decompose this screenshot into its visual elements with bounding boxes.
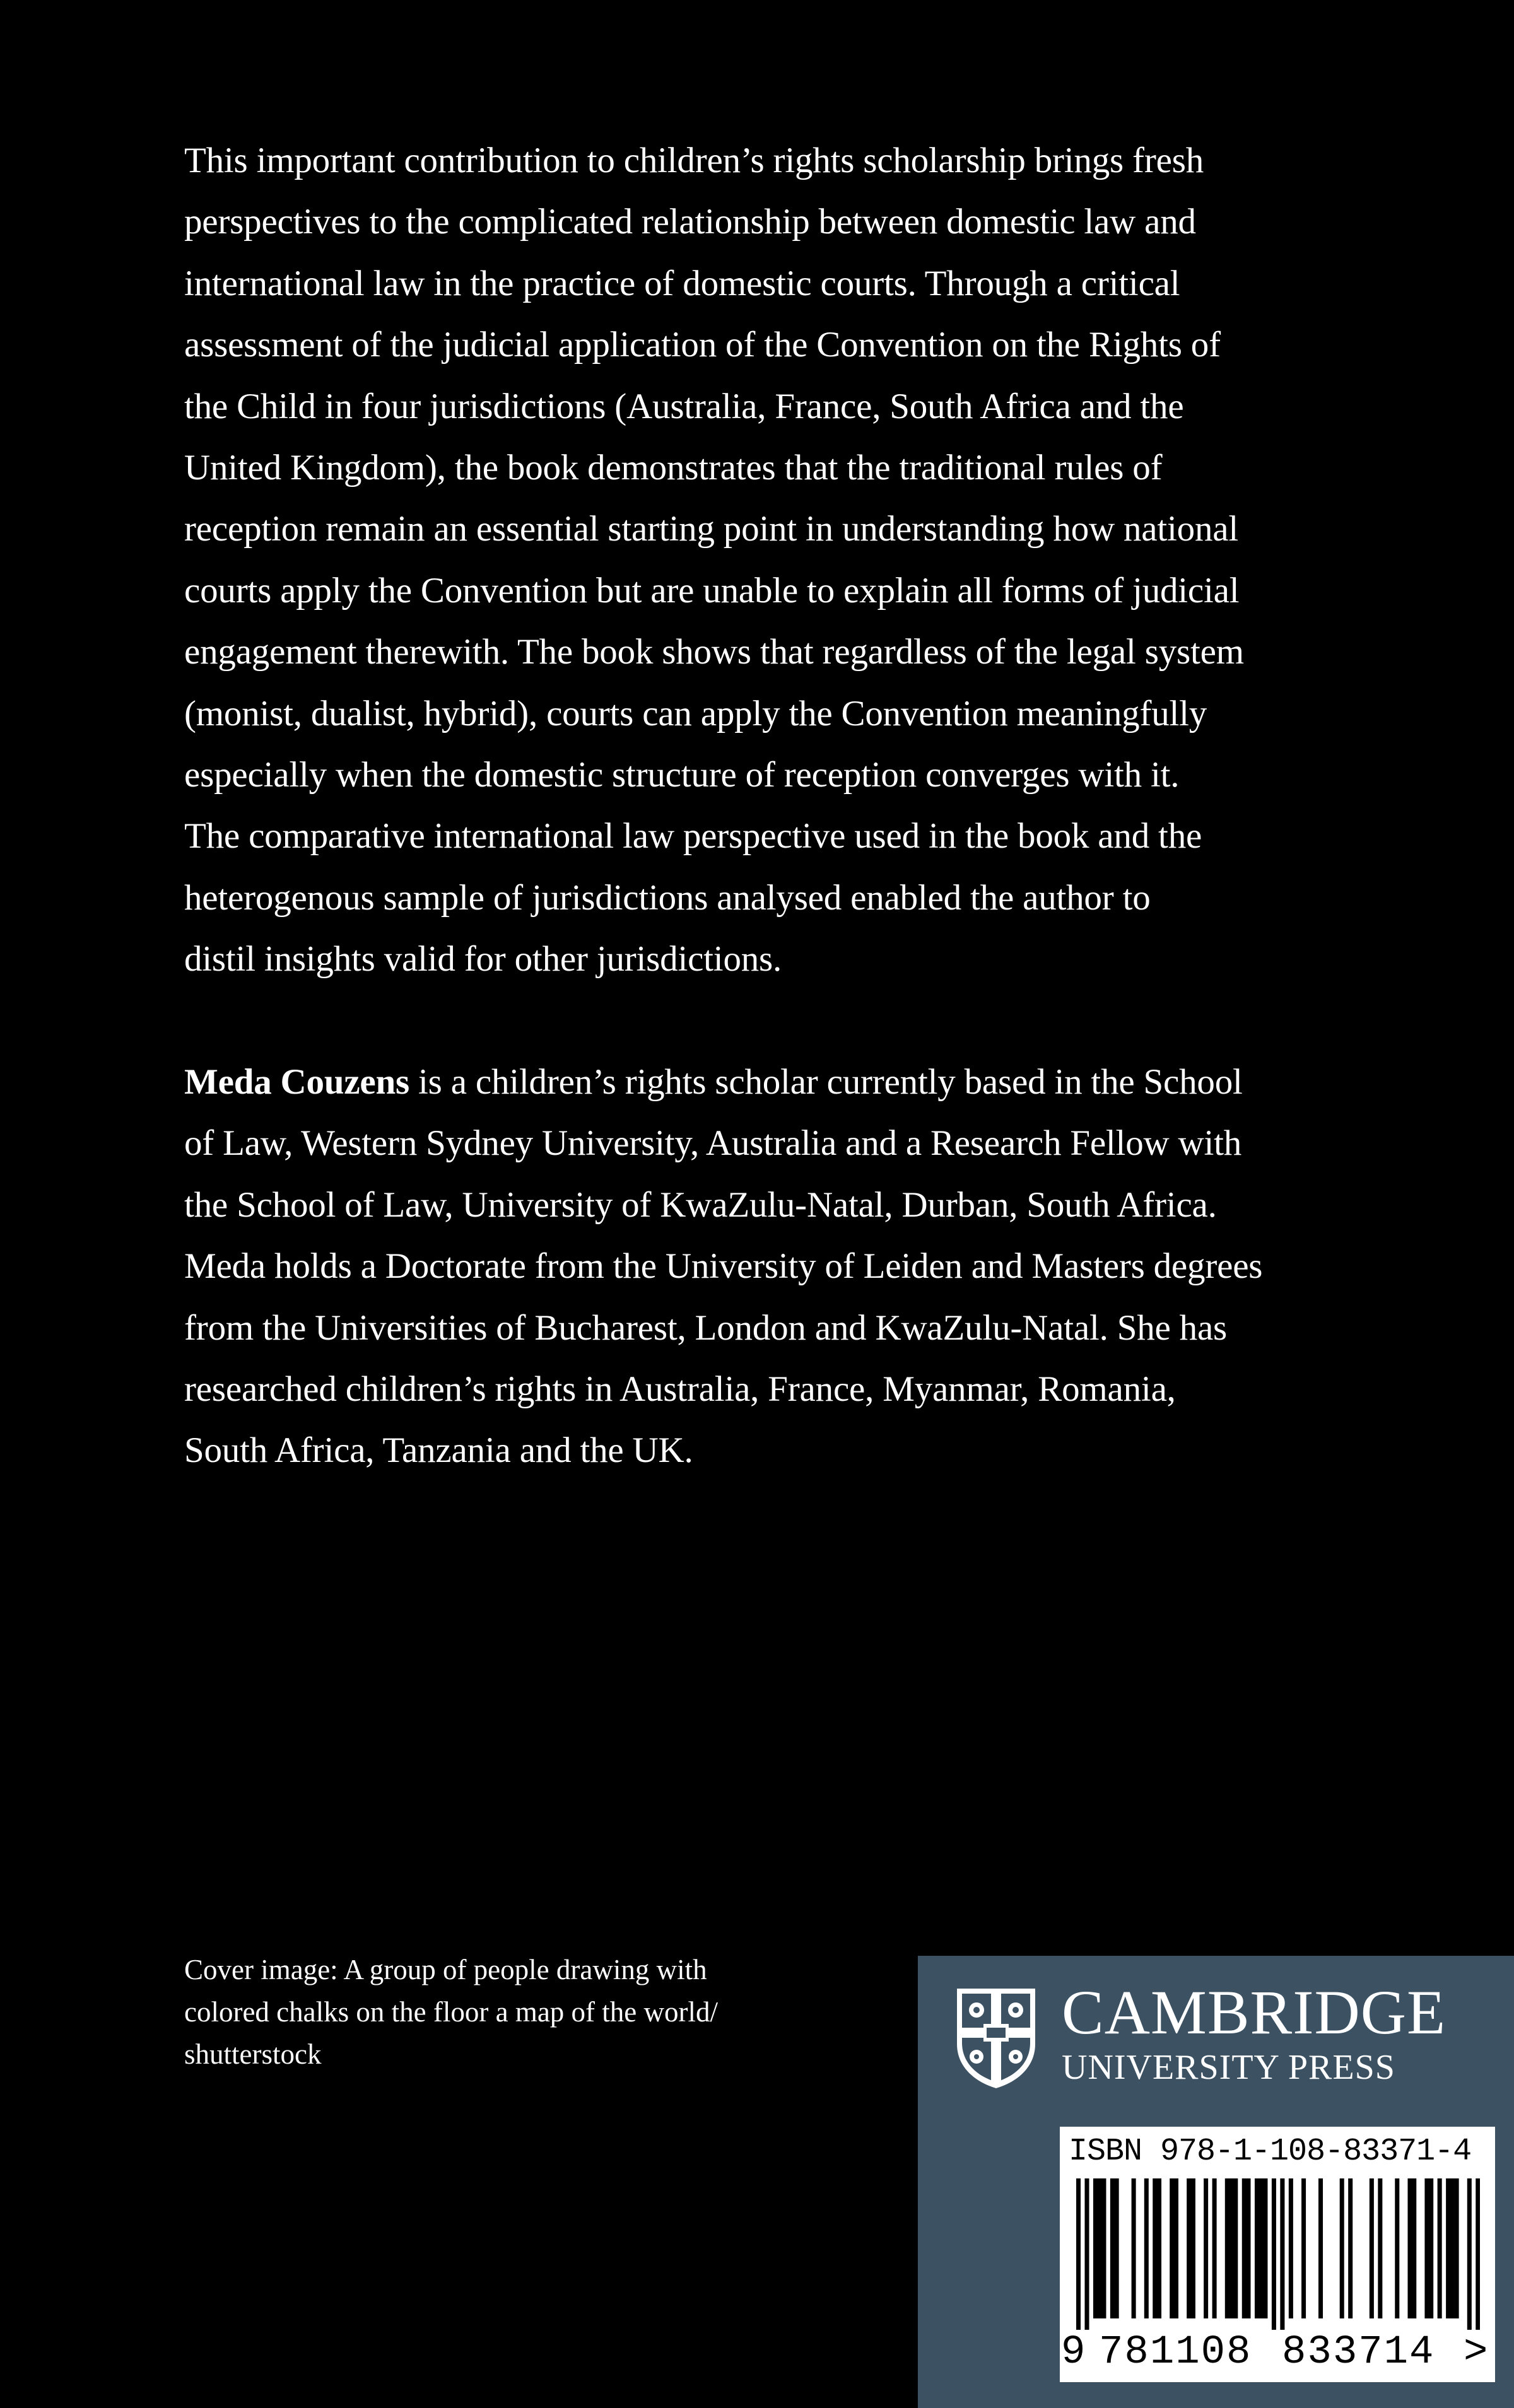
barcode-bar <box>1272 2178 1276 2330</box>
publisher-name <box>1062 1977 1447 2089</box>
credit-line: colored chalks on the floor a map of the world/ <box>184 1996 718 2028</box>
biography-line: from the Universities of Bucharest, London and KwaZulu-Natal. She has <box>184 1307 1228 1348</box>
barcode-bar <box>1378 2178 1382 2318</box>
barcode-bar <box>1144 2178 1149 2318</box>
barcode-bar <box>1318 2178 1323 2318</box>
description-line: especially when the domestic structure of reception converges with it. <box>184 755 1180 795</box>
description-line: heterogenous sample of jurisdictions analysed enabled the author to <box>184 877 1151 918</box>
cambridge-crest-icon <box>954 1986 1038 2090</box>
author-name: Meda Couzens <box>184 1062 409 1102</box>
description-line: assessment of the judicial application of the Convention on the Rights of <box>184 325 1221 365</box>
barcode-bar <box>1076 2178 1081 2330</box>
isbn-barcode <box>1060 2127 1495 2382</box>
barcode-bar <box>1191 2178 1195 2318</box>
barcode-bar <box>1255 2178 1259 2318</box>
barcode-digit-first: 9 <box>1061 2330 1086 2375</box>
barcode-bar <box>1132 2178 1136 2318</box>
barcode-bar <box>1407 2178 1412 2318</box>
biography-paragraph <box>184 1051 1402 1482</box>
barcode-bar <box>1446 2178 1450 2318</box>
barcode-bar <box>1170 2178 1174 2318</box>
barcode-bar <box>1301 2178 1306 2318</box>
barcode-digits <box>1060 2327 1495 2378</box>
barcode-bar <box>1289 2178 1293 2318</box>
barcode-bar <box>1110 2178 1115 2318</box>
description-line: courts apply the Convention but are unable to explain all forms of judicial <box>184 570 1240 611</box>
barcode-bar <box>1476 2178 1480 2330</box>
barcode-bar <box>1348 2178 1353 2318</box>
description-line: reception remain an essential starting point in understanding how national <box>184 509 1239 549</box>
biography-line: of Law, Western Sydney University, Australia and a Research Fellow with <box>184 1123 1242 1164</box>
barcode-digits-left: 781108 <box>1099 2330 1252 2375</box>
barcode-bar <box>1370 2178 1374 2318</box>
publisher-name-line1: CAMBRIDGE <box>1062 1977 1447 2047</box>
barcode-bars <box>1076 2178 1480 2330</box>
author-biography <box>184 1051 1402 1482</box>
biography-line: is a children’s rights scholar currently based in the School <box>409 1062 1243 1102</box>
barcode-bar <box>1204 2178 1208 2318</box>
barcode-bar <box>1259 2178 1264 2318</box>
description-line: engagement therewith. The book shows that regardless of the legal system <box>184 632 1244 672</box>
barcode-bar <box>1225 2178 1229 2318</box>
cover-image-credit <box>184 1949 815 2076</box>
description-line: perspectives to the complicated relationship between domestic law and <box>184 202 1196 242</box>
biography-line: the School of Law, University of KwaZulu-Natal, Durban, South Africa. <box>184 1184 1217 1225</box>
description-line: This important contribution to children’s rights scholarship brings fresh <box>184 141 1204 180</box>
book-description <box>184 130 1402 990</box>
barcode-bar <box>1455 2178 1459 2318</box>
barcode-bar <box>1153 2178 1157 2318</box>
barcode-quiet-zone-arrow: > <box>1464 2330 1488 2375</box>
barcode-bar <box>1157 2178 1161 2318</box>
barcode-bar <box>1450 2178 1455 2318</box>
publisher-panel <box>918 1956 1514 2408</box>
barcode-bar <box>1424 2178 1429 2318</box>
barcode-bar <box>1084 2178 1089 2330</box>
barcode-bar <box>1467 2178 1472 2330</box>
barcode-bar <box>1229 2178 1234 2318</box>
barcode-bar <box>1242 2178 1247 2318</box>
barcode-bar <box>1412 2178 1416 2318</box>
barcode-bar <box>1212 2178 1217 2318</box>
biography-line: South Africa, Tanzania and the UK. <box>184 1430 693 1471</box>
credit-line: Cover image: A group of people drawing with <box>184 1954 707 1985</box>
biography-line: researched children’s rights in Australia, France, Myanmar, Romania, <box>184 1369 1176 1410</box>
biography-line: Meda holds a Doctorate from the University of Leiden and Masters degrees <box>184 1246 1263 1287</box>
credit-line: shutterstock <box>184 2038 322 2070</box>
barcode-bar <box>1395 2178 1399 2318</box>
description-line: international law in the practice of domestic courts. Through a critical <box>184 263 1180 303</box>
publisher-name-line2: UNIVERSITY PRESS <box>1062 2048 1395 2087</box>
barcode-bar <box>1187 2178 1191 2318</box>
barcode-bar <box>1263 2178 1267 2318</box>
description-line: (monist, dualist, hybrid), courts can apply the Convention meaningfully <box>184 693 1207 734</box>
barcode-bar <box>1280 2178 1284 2330</box>
isbn-number: ISBN 978-1-108-83371-4 <box>1069 2134 1472 2170</box>
barcode-bar <box>1340 2178 1344 2318</box>
description-paragraph <box>184 130 1402 990</box>
barcode-bar <box>1233 2178 1238 2318</box>
description-line: the Child in four jurisdictions (Australia, France, South Africa and the <box>184 386 1184 426</box>
description-line: The comparative international law perspective used in the book and the <box>184 816 1202 856</box>
barcode-bar <box>1429 2178 1433 2318</box>
description-line: distil insights valid for other jurisdictions. <box>184 939 782 979</box>
barcode-bar <box>1246 2178 1250 2318</box>
barcode-bar <box>1174 2178 1178 2318</box>
barcode-bar <box>1101 2178 1106 2318</box>
barcode-bar <box>1093 2178 1098 2318</box>
barcode-bar <box>1098 2178 1102 2318</box>
barcode-bar <box>1438 2178 1442 2318</box>
biography-first-line <box>184 1051 1402 1113</box>
barcode-bar <box>1115 2178 1119 2318</box>
barcode-digits-right: 833714 <box>1282 2330 1435 2375</box>
description-line: United Kingdom), the book demonstrates that the traditional rules of <box>184 448 1163 488</box>
